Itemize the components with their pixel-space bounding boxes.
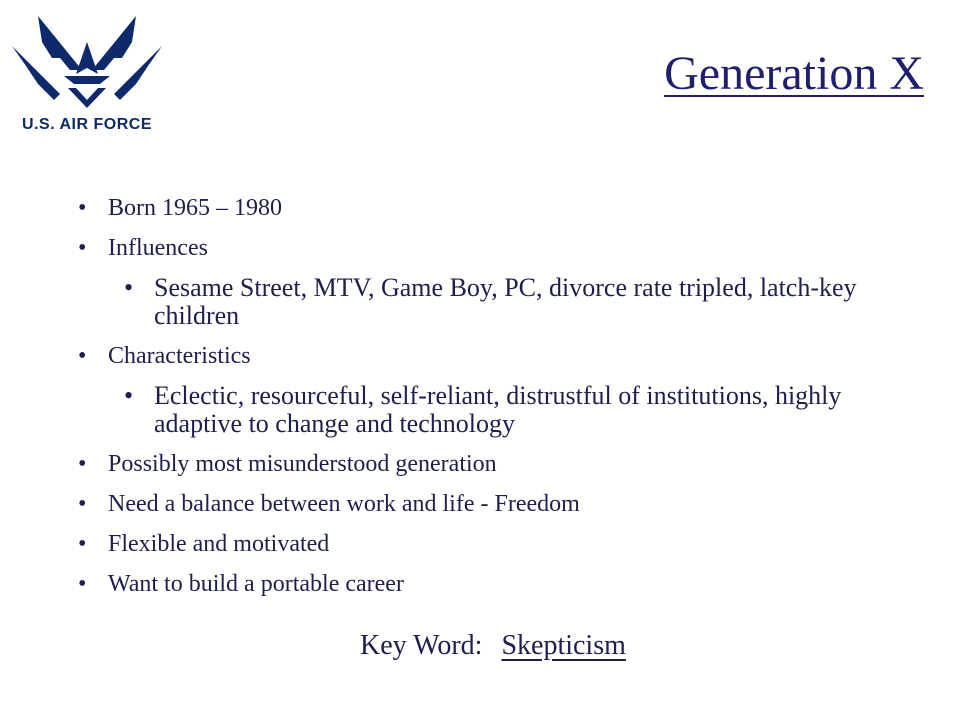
bullet-item: • Born 1965 – 1980 [78,194,928,222]
logo-wordmark: U.S. AIR FORCE [22,116,152,133]
bullet-item: • Possibly most misunderstood generation [78,450,928,478]
bullet-list [78,194,928,598]
bullet-item: • Want to build a portable career [78,570,928,598]
bullet-item: • Need a balance between work and life - Freedom [78,490,928,518]
sub-bullet-item: • Sesame Street, MTV, Game Boy, PC, divorce rate tripled, latch-key children [124,274,928,330]
sub-bullet-item: • Eclectic, resourceful, self-reliant, distrustful of institutions, highly adaptive to change and technology [124,382,928,438]
slide-content [78,194,928,610]
bullet-item: • Influences [78,234,928,262]
key-word-value: Skepticism [501,630,626,661]
air-force-wings-icon [8,12,166,116]
air-force-logo [8,12,166,134]
slide-title: Generation X [664,47,924,100]
bullet-item: • Flexible and motivated [78,530,928,558]
key-word-line [360,630,626,662]
bullet-item: • Characteristics [78,342,928,370]
key-word-label: Key Word: [360,630,483,661]
